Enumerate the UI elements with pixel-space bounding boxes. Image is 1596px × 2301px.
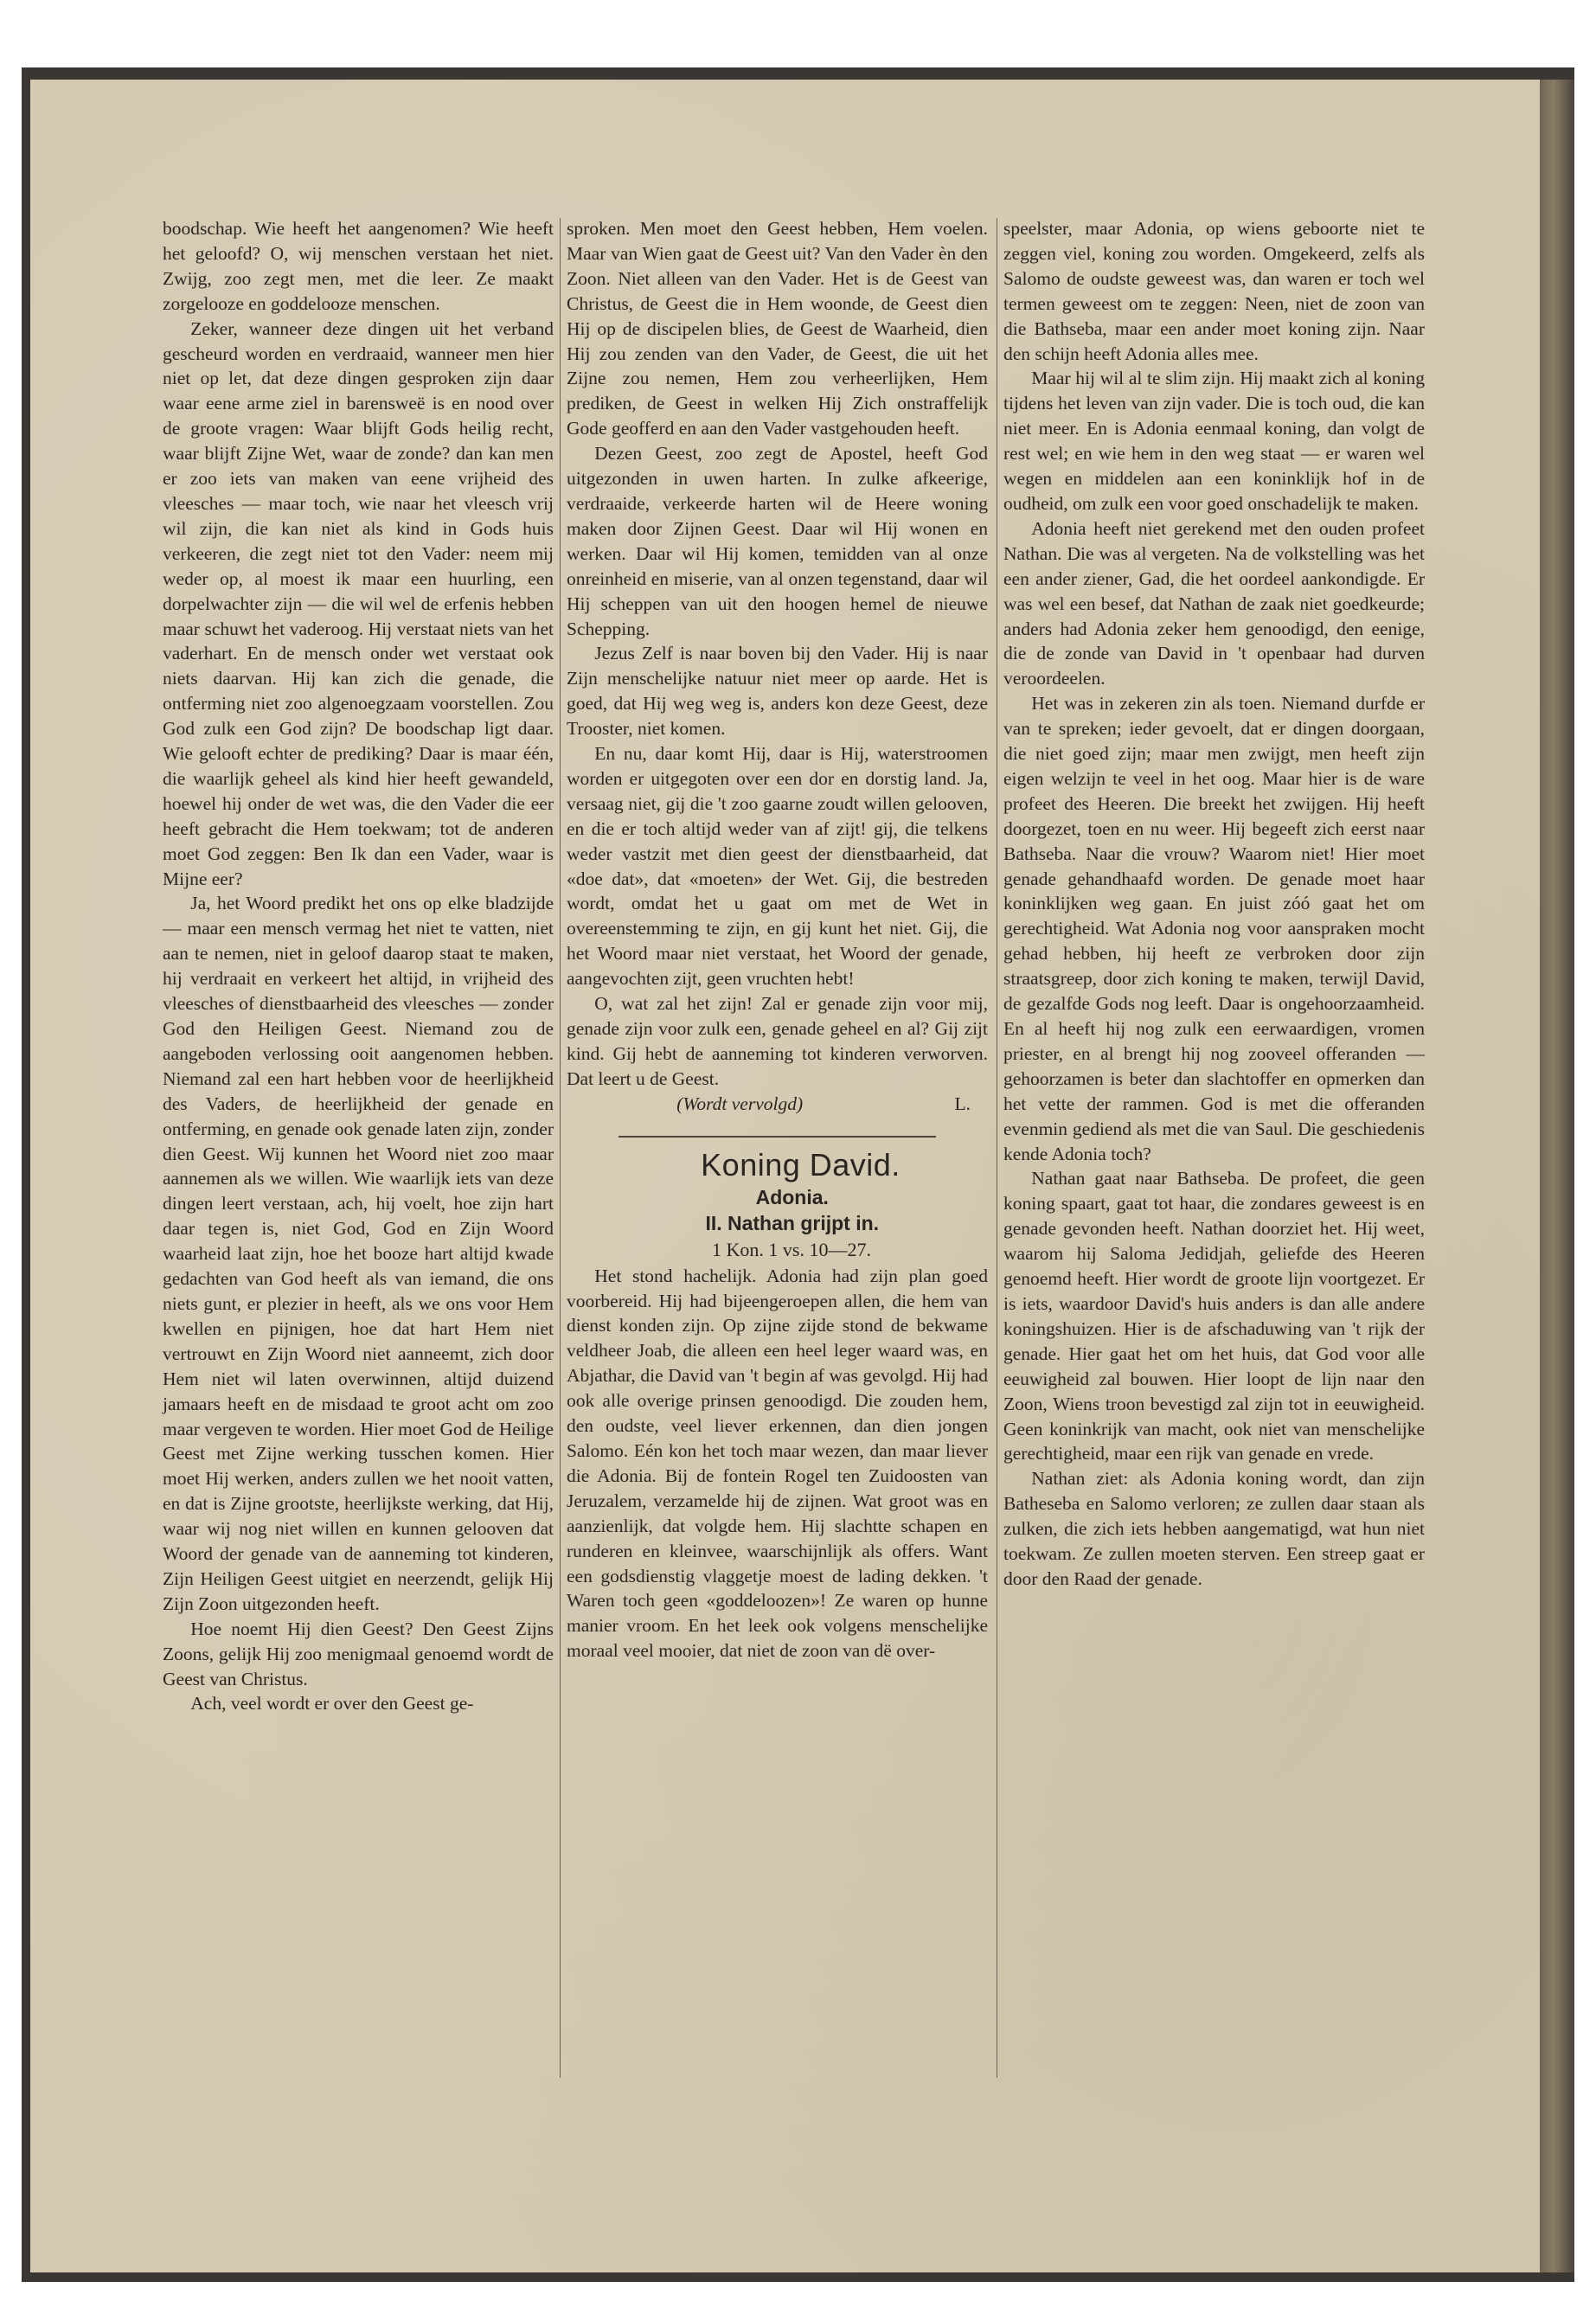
paragraph: En nu, daar komt Hij, daar is Hij, waterstroomen worden er uitgegoten over een dor en dorstig land. Ja, versaag niet, gij die 't zoo gaarne zoudt willen gelooven, en die er toch altijd weder van af zijt! gij, die telkens weder vastzit met dien geest der dienstbaarheid, dat «doe dat», dat «moeten» der Wet. Gij, die bestreden wordt, omdat het u gaat om met de Wet in overeenstemming te zijn, en gij kunt het niet. Gij, die het Woord maar niet verstaat, het Woord der genade, aangevochten zijt, geen vruchten hebt! — [567, 743, 988, 990]
paragraph: Hoe noemt Hij dien Geest? Den Geest Zijns Zoons, gelijk Hij zoo menigmaal genoemd wordt de Geest van Christus. — [163, 1618, 554, 1689]
paragraph: Het was in zekeren zin als toen. Niemand durfde er van te spreken; ieder gevoelt, dat er dingen doorgaan, die niet goed zijn; maar men zwijgt, men heeft zijn eigen welzijn te veel in het oog. Maar hier is de ware profeet des Heeren. Die breekt het zwijgen. Hij heeft doorgezet, toen en nu weer. Hij begeeft zich eerst naar Bathseba. Naar die vrouw? Waarom niet! Hier moet genade gehandhaafd worden. De genade moet haar koninklijken weg gaan. En juist zóó gaat het om gerechtigheid. Wat Adonia nog voor aanspraken mocht gehad hebben, hij heeft ze verbroken door zijn straatsgreep, door zich koning te maken, terwijl David, de gezalfde Gods nog leeft. Daar is ongehoorzaamheid. En al heeft hij nog zulk een eerwaardigen, vromen priester, en al brengt hij nog zooveel offeranden — gehoorzamen is beter dan slachtoffer en opmerken dan het vette der rammen. God is met die offeranden evenmin gediend als met die van Saul. Die geschiedenis kende Adonia toch? — [1003, 693, 1425, 1164]
binding-edge — [1540, 80, 1574, 2272]
paragraph: Ja, het Woord predikt het ons op elke bladzijde — maar een mensch vermag het niet te vatten, niet aan te nemen, niet in geloof daarop staat te maken, hij verdraait en verkeert het altijd, in vrijheid des vleesches of dienstbaarheid des vleesches — zonder God den Heiligen Geest. Niemand zou de aangeboden verlossing ooit aangenomen hebben. Niemand zal een hart hebben voor de heerlijkheid des Vaders, de heerlijkheid der genade en ontferming, en genade ook genade laten zijn, zonder dien Geest. Wij kunnen het Woord niet zoo maar aannemen als we willen. Wie waarlijk iets van deze dingen leert verstaan, ach, hij voelt, hoe zijn hart daar tegen is, niet God, God en Zijn Woord waarheid laat zijn, hoe het booze hart altijd kwade gedachten van God heeft als van iemand, die ons niets gunt, er plezier in heeft, als we ons voor Hem kwellen en pijnigen, hoe dat hart Hem niet vertrouwt en Zijn Woord niet aanneemt, zich door Hem niet wil laten overwinnen, altijd duizend jamaars heeft en de misdaad te groot acht om zoo maar vergeven te worden. Hier moet God de Heilige Geest met Zijne werking tusschen komen. Hier moet Hij werken, anders zullen we het nooit vatten, en dat is Zijne grootste, heerlijkste werking, dat Hij, waar wij nog niet willen en kunnen gelooven dat Woord der genade van de aanneming tot kinderen, Zijn Heiligen Geest uitgiet en neerzendt, gelijk Hij Zijn Zoon uitgezonden heeft. — [163, 893, 554, 1614]
section-divider — [619, 1136, 936, 1138]
paragraph: Ach, veel wordt er over den Geest ge- — [190, 1693, 474, 1715]
paragraph: Jezus Zelf is naar boven bij den Vader. Hij is naar Zijn menschelijke natuur niet meer op aarde. Het is goed, dat Hij weg weg is, anders kon deze Geest, deze Trooster, niet komen. — [567, 643, 988, 740]
continued-note — [567, 1092, 988, 1117]
paragraph: speelster, maar Adonia, op wiens geboorte niet te zeggen viel, koning zou worden. Omgekeerd, zelfs als Salomo de oudste geweest was, dan waren er toch wel termen geweest om te zeggen: Neen, niet de zoon van die Bathseba, maar een ander moet koning zijn. Naar den schijn heeft Adonia alles mee. — [1003, 218, 1425, 364]
paragraph: Maar hij wil al te slim zijn. Hij maakt zich al koning tijdens het leven van zijn vader. Die is toch oud, die kan niet meer. En is Adonia eenmaal koning, dan volgt de rest wel; en wie hem in den weg staat — er waren wel wegen en middelen aan een koninklijk hof in de oudheid, om zulk een voor goed onschadelijk te maken. — [1003, 368, 1425, 514]
paragraph: Het stond hachelijk. Adonia had zijn plan goed voorbereid. Hij had bijeengeroepen allen, die hem van dienst konden zijn. Op zijne zijde stond de bekwame veldheer Joab, die alleen een heel leger waard was, en Abjathar, die David van 't begin af was gevolgd. Hij had ook alle overige prinsen genoodigd. Die zouden hem, den oudste, veel liever erkennen, dan dien jongen Salomo. Eén kon het toch maar wezen, dan maar liever die Adonia. Bij de fontein Rogel ten Zuidoosten van Jeruzalem, verzamelde hij de zijnen. Wat groot was en aanzienlijk, dat volgde hem. Hij slachtte schapen en runderen en kleinvee, waarschijnlijk als offers. Want een godsdienstig vlaggetje moest de lading dekken. 't Waren toch geen «goddeloozen»! Ze waren op hunne manier vroom. En het leek ook volgens menschelijke moraal veel mooier, dat niet de zoon van dë over- — [567, 1265, 988, 1662]
paragraph: Dezen Geest, zoo zegt de Apostel, heeft God uitgezonden in uwen harten. In zulke afkeerige, verdraaide, verkeerde harten wil de Heere woning maken door Zijnen Geest. Daar wil Hij wonen en werken. Daar wil Hij komen, temidden van al onze onreinheid en miserie, van al onzen tegenstand, daar wil Hij scheppen van uit den hoogen hemel de nieuwe Schepping. — [567, 443, 988, 639]
article-section: II. Nathan grijpt in. — [705, 1211, 880, 1234]
paragraph: Nathan gaat naar Bathseba. De profeet, die geen koning spaart, gaat tot haar, die zondares geweest is en genade gevonden heeft. Nathan doorziet het. Hij weet, waarom hij Saloma Jedidjah, geliefde des Heeren genoemd heeft. Hier wordt de groote lijn voortgezet. Er is iets, waardoor David's huis anders is dan alle andere koningshuizen. Hier is de afschaduwing van 't rijk der genade. Hier gaat het om het huis, dat God voor alle eeuwigheid zal bouwen. Hier loopt de lijn naar den Zoon, Wiens troon bevestigd zal zijn tot in eeuwigheid. Geen koninkrijk van macht, ook niet van menschelijke gerechtigheid, maar een rijk van genade en vrede. — [1003, 1168, 1425, 1465]
paragraph: Nathan ziet: als Adonia koning wordt, dan zijn Batheseba en Salomo verloren; ze zullen daar staan als zulken, die zich iets hebben aangematigd, wat hun niet toekwam. Ze zullen moeten sterven. Een streep gaat er door den Raad der genade. — [1003, 1468, 1425, 1589]
paragraph: Zeker, wanneer deze dingen uit het verband gescheurd worden en verdraaid, wanneer men hier niet op let, dat deze dingen gesproken zijn daar waar eene arme ziel in barensweë is en nood over de groote vragen: Waar blijft Gods heilig recht, waar blijft Zijne Wet, waar de zonde? dan kan men er zoo iets van maken van eene vrijheid des vleesches — maar toch, wie naar het vleesch vrij wil zijn, die kan niet als kind in Gods huis verkeeren, die zegt niet tot den Vader: neem mij weder op, al moest ik maar een huurling, een dorpelwachter zijn — die wil wel de erfenis hebben maar schuwt het vaderoog. Hij verstaat niets van het vaderhart. En de mensch onder wet verstaat ook niets daarvan. Hij kan zich die genade, die ontferming niet zoo algenoegzaam voorstellen. Zou God zulk een God zijn? De boodschap ligt daar. Wie gelooft echter de prediking? Daar is maar één, die waarlijk geheel als kind hier heeft gewandeld, hoewel hij onder de wet was, die den Vader die eer heeft gebracht die Hem toekwam; tot de anderen moet God zeggen: Ben Ik dan een Vader, waar is Mijne eer? — [163, 317, 554, 889]
continued-label: (Wordt vervolgd) — [676, 1093, 804, 1114]
paragraph: boodschap. Wie heeft het aangenomen? Wie heeft het geloofd? O, wij menschen verstaan het niet. Zwijg, zoo zegt men, met die leer. Ze maakt zorgelooze en goddelooze menschen. — [163, 218, 554, 314]
article-title: Koning David. — [701, 1146, 901, 1183]
article-heading — [567, 1146, 988, 1264]
author-initial: L. — [954, 1093, 971, 1114]
paragraph: Adonia heeft niet gerekend met den ouden profeet Nathan. Die was al vergeten. Na de volkstelling was het een ander ziener, Gad, die het oordeel aankondigde. Er was wel een besef, dat Nathan de zaak niet goedkeurde; anders had Adonia zeker hem genoodigd, den eenige, die de zonde van David in 't openbaar had durven veroordeelen. — [1003, 517, 1425, 689]
text-column-1 — [163, 216, 554, 1716]
scripture-reference: 1 Kon. 1 vs. 10—27. — [712, 1238, 871, 1260]
paragraph: O, wat zal het zijn! Zal er genade zijn voor mij, genade zijn voor zulk een, genade geheel en al? Gij zijt kind. Gij hebt de aanneming tot kinderen verworven. Dat leert u de Geest. — [567, 993, 988, 1089]
article-part: Adonia. — [755, 1185, 829, 1208]
column-divider — [560, 218, 561, 2078]
text-column-2 — [567, 216, 988, 1663]
paragraph: sproken. Men moet den Geest hebben, Hem voelen. Maar van Wien gaat de Geest uit? Van den Vader èn den Zoon. Niet alleen van den Vader. Het is de Geest van Christus, de Geest die in Hem woonde, de Geest dien Hij op de discipelen blies, de Geest de Waarheid, dien Hij zou zenden van den Vader, de Geest, die uit het Zijne zou nemen, Hem zou verheerlijken, Hem prediken, de Geest in welken Hij Zich onstraffelijk Gode geofferd en aan den Vader vastgehouden heeft. — [567, 218, 988, 439]
text-column-3 — [1003, 216, 1425, 1592]
